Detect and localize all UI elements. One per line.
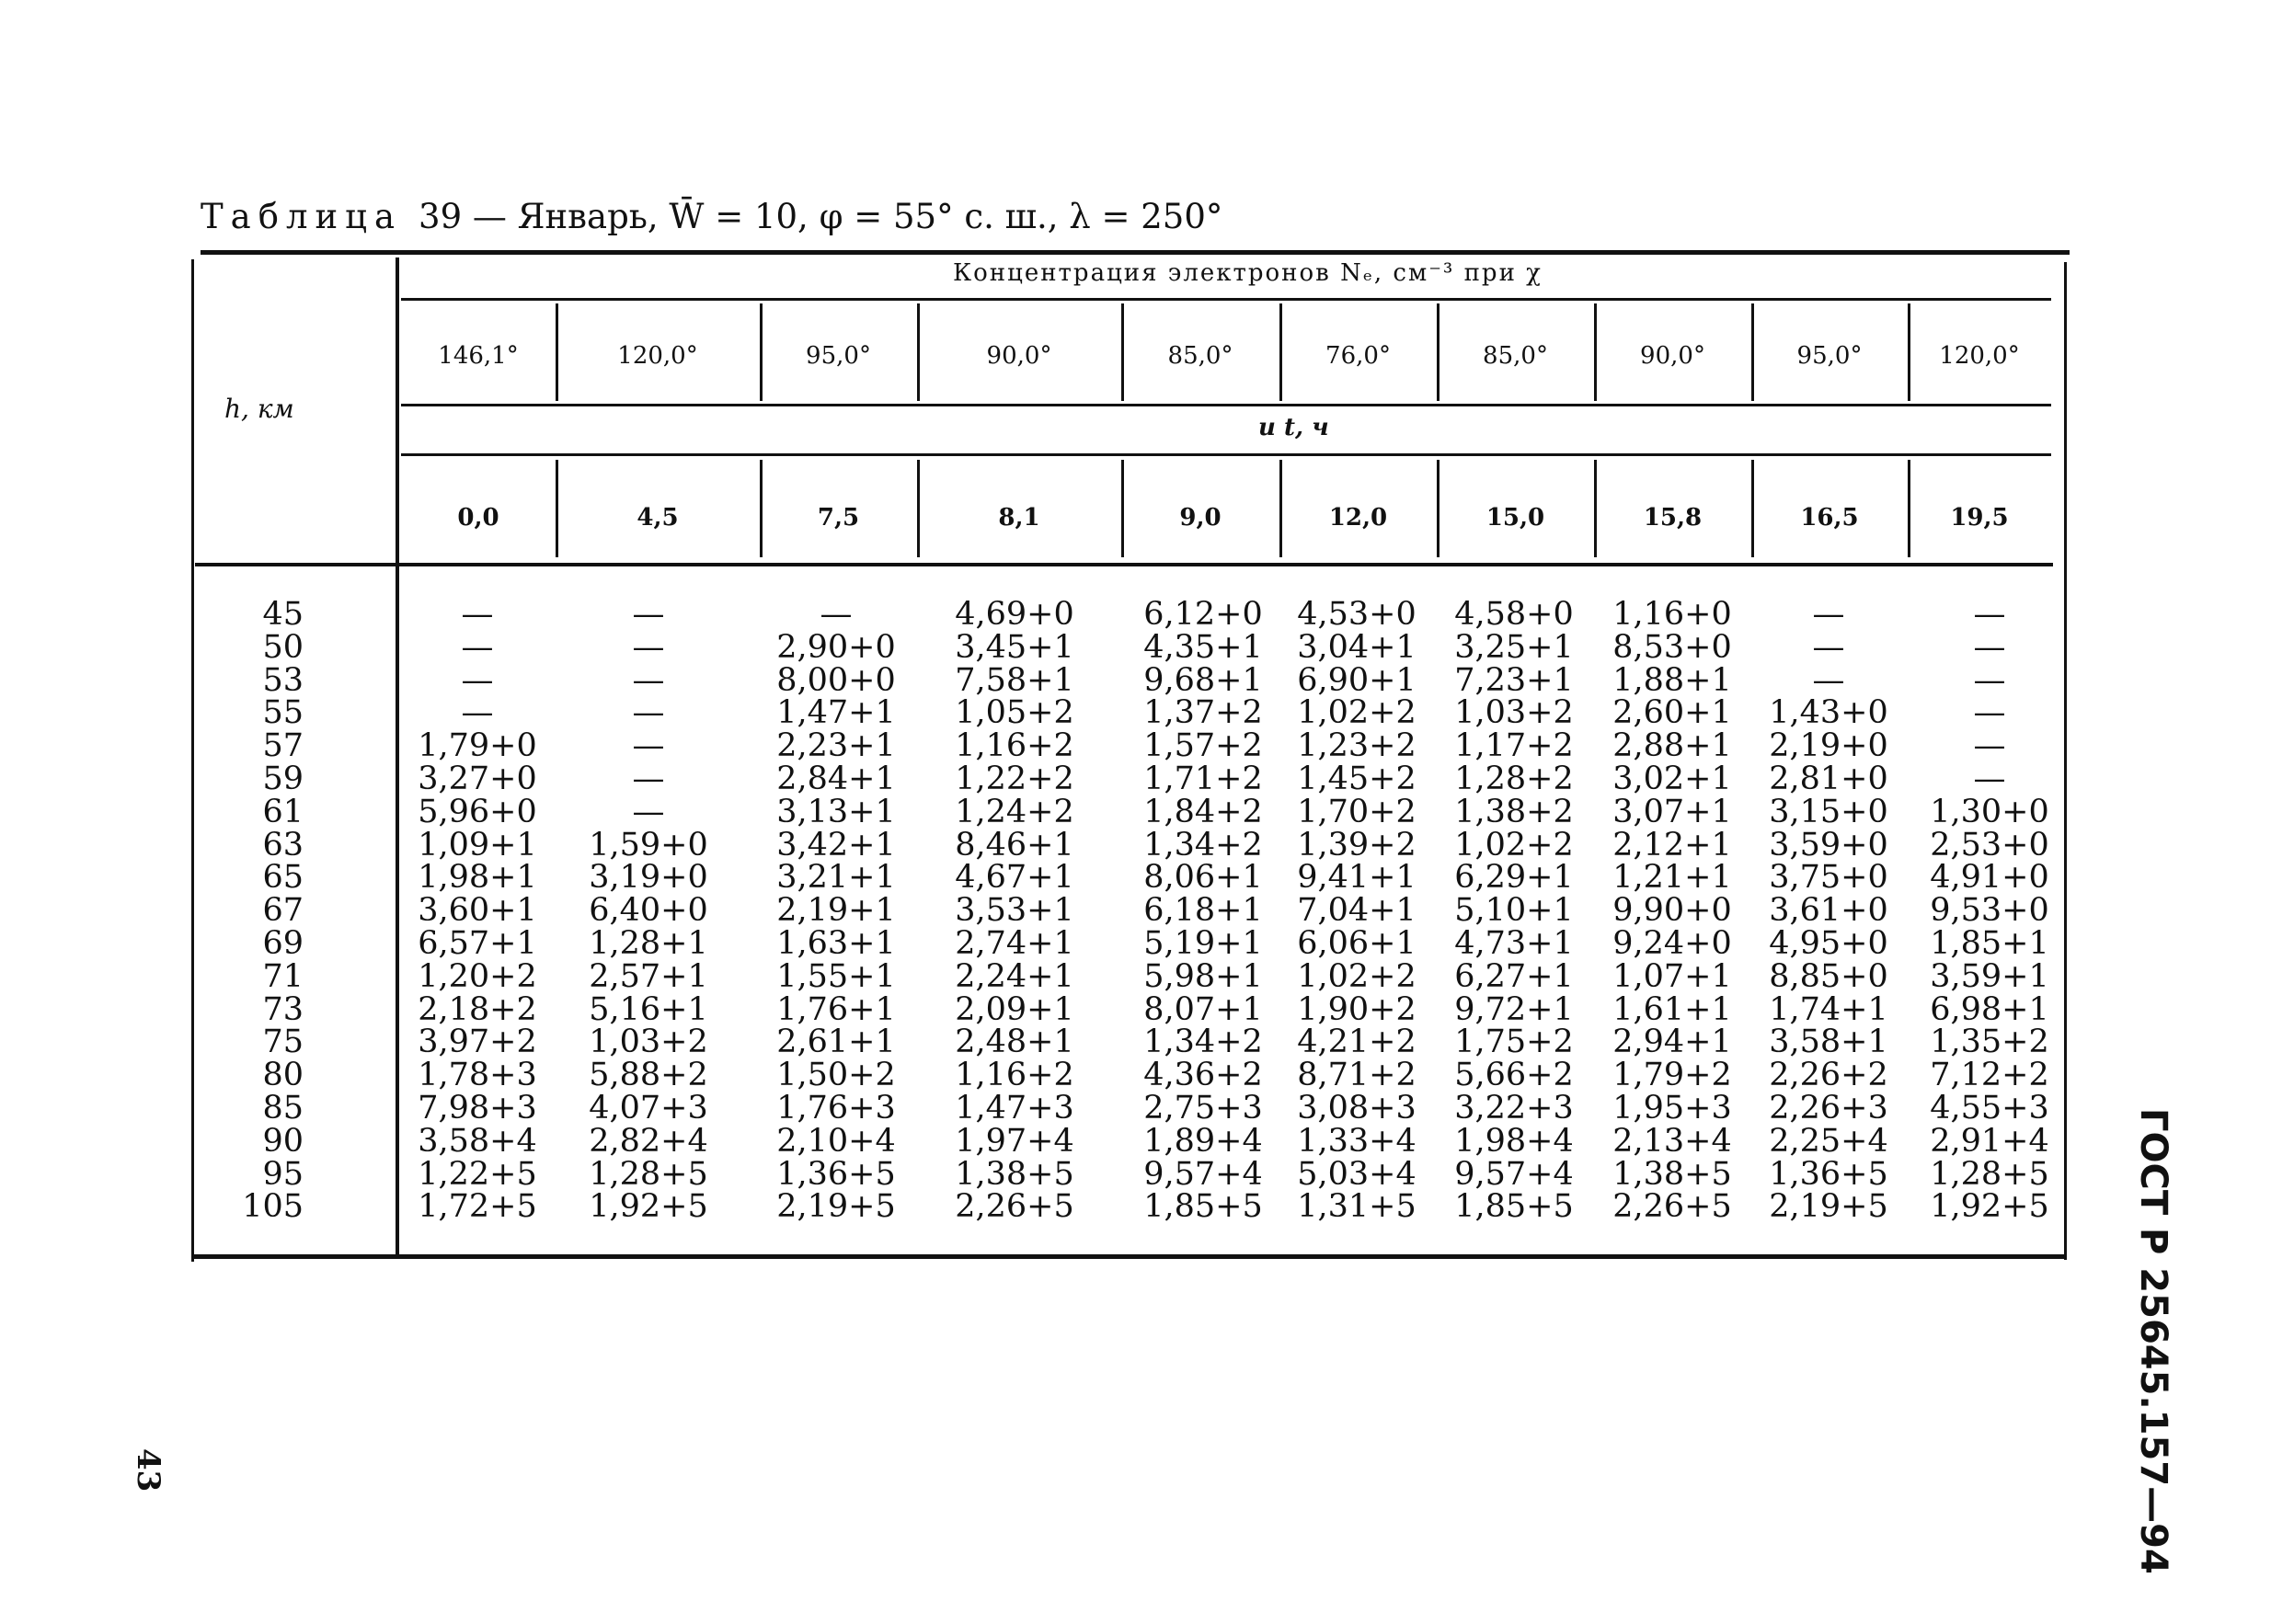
table-cell: 2,74+1	[955, 925, 1074, 962]
table-cell: 3,59+0	[1769, 826, 1888, 863]
table-cell: 1,76+1	[776, 990, 896, 1028]
table-cell: 7,12+2	[1930, 1057, 2049, 1094]
table-cell: —	[1973, 761, 2006, 797]
table-cell: 3,45+1	[955, 628, 1074, 666]
table-cell: 1,61+1	[1612, 990, 1732, 1028]
table-cell: —	[1973, 694, 2006, 732]
t-header-cell: 4,5	[637, 504, 679, 532]
table-cell: 2,88+1	[1612, 727, 1732, 765]
table-cell: 5,03+4	[1297, 1155, 1417, 1193]
table-cell: 7,58+1	[955, 661, 1074, 699]
table-cell: 2,13+4	[1612, 1122, 1732, 1160]
table-cell: 8,85+0	[1769, 957, 1888, 995]
table-cell: —	[632, 661, 665, 699]
table-cell: 1,71+2	[1143, 761, 1263, 797]
height-value: 75	[262, 1024, 304, 1061]
table-cell: —	[632, 761, 665, 797]
table-cell: 2,75+3	[1143, 1090, 1263, 1127]
table-cell: 3,15+0	[1769, 793, 1888, 830]
table-cell: —	[1973, 596, 2006, 633]
table-cell: —	[461, 628, 494, 666]
table-cell: 1,63+1	[776, 925, 896, 962]
table-cell: —	[1973, 661, 2006, 699]
table-cell: 5,66+2	[1454, 1057, 1574, 1094]
table-cell: 1,70+2	[1297, 793, 1417, 830]
table-cell: 1,92+5	[1930, 1188, 2049, 1226]
chi-header-cell: 95,0°	[806, 342, 871, 370]
table-cell: 9,57+4	[1454, 1155, 1574, 1193]
table-cell: 3,59+1	[1930, 957, 2049, 995]
table-cell: 2,82+4	[589, 1122, 708, 1160]
table-cell: 5,96+0	[418, 793, 537, 830]
table-cell: 9,68+1	[1143, 661, 1263, 699]
table-cell: —	[820, 596, 853, 633]
table-cell: 1,23+2	[1297, 727, 1417, 765]
table-cell: 1,38+2	[1454, 793, 1574, 830]
table-cell: 1,57+2	[1143, 727, 1263, 765]
table-cell: 1,47+1	[776, 694, 896, 732]
table-cell: 4,07+3	[589, 1090, 708, 1127]
table-cell: 7,98+3	[418, 1090, 537, 1127]
table-cell: 1,43+0	[1769, 694, 1888, 732]
chi-header-cell: 85,0°	[1483, 342, 1548, 370]
table-cell: 8,00+0	[776, 661, 896, 699]
table-cell: 6,18+1	[1143, 892, 1263, 930]
table-cell: 1,79+2	[1612, 1057, 1732, 1094]
table-cell: 1,09+1	[418, 826, 537, 863]
t-group-header: и t, ч	[1258, 414, 1329, 441]
table-cell: 1,85+5	[1143, 1188, 1263, 1226]
table-cell: 4,73+1	[1454, 925, 1574, 962]
table-cell: 4,67+1	[955, 859, 1074, 897]
table-cell: 5,98+1	[1143, 957, 1263, 995]
table-cell: 3,13+1	[776, 793, 896, 830]
table-cell: 2,57+1	[589, 957, 708, 995]
chi-header-cell: 90,0°	[986, 342, 1052, 370]
table-cell: 1,24+2	[955, 793, 1074, 830]
table-cell: 6,12+0	[1143, 596, 1263, 633]
table-cell: —	[632, 628, 665, 666]
table-cell: 3,25+1	[1454, 628, 1574, 666]
table-cell: 6,27+1	[1454, 957, 1574, 995]
height-value: 71	[262, 957, 304, 995]
table-cell: 3,97+2	[418, 1024, 537, 1061]
table-cell: 6,29+1	[1454, 859, 1574, 897]
height-value: 63	[262, 826, 304, 863]
table-cell: 9,53+0	[1930, 892, 2049, 930]
table-cell: 1,16+2	[955, 1057, 1074, 1094]
table-cell: 1,50+2	[776, 1057, 896, 1094]
table-cell: 8,53+0	[1612, 628, 1732, 666]
table-caption	[201, 197, 1222, 236]
table-cell: 1,98+1	[418, 859, 537, 897]
table-cell: 3,08+3	[1297, 1090, 1417, 1127]
table-cell: 1,02+2	[1297, 957, 1417, 995]
table-cell: —	[1812, 596, 1845, 633]
table-cell: 1,34+2	[1143, 826, 1263, 863]
table-cell: 5,16+1	[589, 990, 708, 1028]
table-cell: 2,19+5	[1769, 1188, 1888, 1226]
table-cell: 2,19+5	[776, 1188, 896, 1226]
table-cell: 3,19+0	[589, 859, 708, 897]
table-cell: 1,97+4	[955, 1122, 1074, 1160]
table-cell: 2,94+1	[1612, 1024, 1732, 1061]
table-cell: 4,55+3	[1930, 1090, 2049, 1127]
chi-header-cell: 90,0°	[1640, 342, 1705, 370]
table-cell: 1,36+5	[1769, 1155, 1888, 1193]
table-cell: —	[461, 694, 494, 732]
table-cell: 1,21+1	[1612, 859, 1732, 897]
table-cell: 1,76+3	[776, 1090, 896, 1127]
table-cell: 1,85+5	[1454, 1188, 1574, 1226]
table-cell: 3,61+0	[1769, 892, 1888, 930]
height-value: 67	[262, 892, 304, 930]
table-cell: 1,17+2	[1454, 727, 1574, 765]
table-cell: 2,19+0	[1769, 727, 1888, 765]
table-cell: 1,33+4	[1297, 1122, 1417, 1160]
table-cell: 2,26+3	[1769, 1090, 1888, 1127]
table-cell: 1,78+3	[418, 1057, 537, 1094]
t-header-cell: 16,5	[1800, 504, 1859, 532]
table-cell: 8,71+2	[1297, 1057, 1417, 1094]
table-cell: 1,16+0	[1612, 596, 1732, 633]
table-cell: 1,34+2	[1143, 1024, 1263, 1061]
h-column-header: h, км	[224, 394, 294, 424]
t-header-cell: 7,5	[817, 504, 860, 532]
table-cell: 9,24+0	[1612, 925, 1732, 962]
height-value: 53	[262, 661, 304, 699]
table-cell: 6,40+0	[589, 892, 708, 930]
table-cell: 1,90+2	[1297, 990, 1417, 1028]
table-cell: 6,57+1	[418, 925, 537, 962]
table-cell: 1,89+4	[1143, 1122, 1263, 1160]
table-cell: 2,48+1	[955, 1024, 1074, 1061]
table-cell: 1,38+5	[955, 1155, 1074, 1193]
table-cell: —	[632, 596, 665, 633]
table-cell: 4,36+2	[1143, 1057, 1263, 1094]
chi-header-cell: 120,0°	[617, 342, 698, 370]
t-header-cell: 0,0	[457, 504, 499, 532]
table-cell: 1,38+5	[1612, 1155, 1732, 1193]
table-cell: 2,12+1	[1612, 826, 1732, 863]
t-header-cell: 15,8	[1643, 504, 1703, 532]
table-cell: 4,69+0	[955, 596, 1074, 633]
table-cell: 1,28+5	[1930, 1155, 2049, 1193]
t-header-cell: 9,0	[1179, 504, 1222, 532]
height-value: 59	[262, 761, 304, 797]
table-cell: —	[1973, 727, 2006, 765]
table-cell: 1,84+2	[1143, 793, 1263, 830]
table-cell: 3,21+1	[776, 859, 896, 897]
table-cell: 2,18+2	[418, 990, 537, 1028]
chi-header-cell: 146,1°	[438, 342, 519, 370]
table-cell: 1,88+1	[1612, 661, 1732, 699]
table-cell: 2,26+2	[1769, 1057, 1888, 1094]
table-cell: —	[1812, 661, 1845, 699]
table-cell: 1,72+5	[418, 1188, 537, 1226]
height-value: 65	[262, 859, 304, 897]
table-cell: 3,22+3	[1454, 1090, 1574, 1127]
table-cell: 4,21+2	[1297, 1024, 1417, 1061]
table-cell: 3,58+1	[1769, 1024, 1888, 1061]
table-cell: 1,35+2	[1930, 1024, 2049, 1061]
chi-header-cell: 85,0°	[1167, 342, 1233, 370]
table-cell: —	[632, 727, 665, 765]
table-cell: —	[1812, 628, 1845, 666]
table-cell: 5,10+1	[1454, 892, 1574, 930]
standard-designation: ГОСТ Р 25645.157—94	[2132, 1108, 2174, 1574]
table-cell: 3,58+4	[418, 1122, 537, 1160]
table-cell: 1,28+1	[589, 925, 708, 962]
table-cell: 3,60+1	[418, 892, 537, 930]
table-cell: 4,95+0	[1769, 925, 1888, 962]
table-cell: 2,84+1	[776, 761, 896, 797]
table-cell: 2,10+4	[776, 1122, 896, 1160]
height-value: 50	[262, 628, 304, 666]
t-header-cell: 12,0	[1328, 504, 1388, 532]
table-cell: 2,91+4	[1930, 1122, 2049, 1160]
height-value: 61	[262, 793, 304, 830]
table-cell: 2,19+1	[776, 892, 896, 930]
height-value: 105	[242, 1188, 304, 1226]
table-cell: 3,53+1	[955, 892, 1074, 930]
height-value: 57	[262, 727, 304, 765]
table-cell: 1,45+2	[1297, 761, 1417, 797]
table-cell: 1,03+2	[1454, 694, 1574, 732]
table-cell: 1,55+1	[776, 957, 896, 995]
table-cell: 3,07+1	[1612, 793, 1732, 830]
table-cell: 7,23+1	[1454, 661, 1574, 699]
height-value: 95	[262, 1155, 304, 1193]
table-cell: 2,26+5	[1612, 1188, 1732, 1226]
table-cell: 1,39+2	[1297, 826, 1417, 863]
table-cell: 8,07+1	[1143, 990, 1263, 1028]
table-cell: 1,47+3	[955, 1090, 1074, 1127]
t-header-cell: 8,1	[998, 504, 1040, 532]
table-cell: 1,31+5	[1297, 1188, 1417, 1226]
table-cell: 1,28+5	[589, 1155, 708, 1193]
table-cell: 1,03+2	[589, 1024, 708, 1061]
group-header: Концентрация электронов Nₑ, см⁻³ при χ	[953, 259, 1543, 287]
table-cell: 4,53+0	[1297, 596, 1417, 633]
table-cell: 9,41+1	[1297, 859, 1417, 897]
table-cell: 1,95+3	[1612, 1090, 1732, 1127]
table-cell: 4,58+0	[1454, 596, 1574, 633]
table-cell: —	[461, 596, 494, 633]
height-value: 85	[262, 1090, 304, 1127]
table-cell: 8,46+1	[955, 826, 1074, 863]
table-cell: 1,02+2	[1297, 694, 1417, 732]
table-cell: 1,59+0	[589, 826, 708, 863]
caption-text: 39 — Январь, W̄ = 10, φ = 55° с. ш., λ = 250°	[419, 197, 1223, 236]
table-cell: 2,81+0	[1769, 761, 1888, 797]
table-cell: 1,07+1	[1612, 957, 1732, 995]
table-cell: —	[1973, 628, 2006, 666]
table-cell: 6,06+1	[1297, 925, 1417, 962]
table-cell: 1,37+2	[1143, 694, 1263, 732]
height-value: 55	[262, 694, 304, 732]
table-cell: 9,72+1	[1454, 990, 1574, 1028]
height-value: 69	[262, 925, 304, 962]
table-cell: 1,22+2	[955, 761, 1074, 797]
table-cell: 1,30+0	[1930, 793, 2049, 830]
table-cell: —	[632, 694, 665, 732]
table-cell: 2,90+0	[776, 628, 896, 666]
table-cell: 4,35+1	[1143, 628, 1263, 666]
table-cell: 1,20+2	[418, 957, 537, 995]
table-cell: 2,25+4	[1769, 1122, 1888, 1160]
table-cell: 1,22+5	[418, 1155, 537, 1193]
page-number: 43	[130, 1448, 166, 1492]
table-cell: 2,61+1	[776, 1024, 896, 1061]
table-cell: 1,36+5	[776, 1155, 896, 1193]
table-cell: 5,19+1	[1143, 925, 1263, 962]
table-cell: 8,06+1	[1143, 859, 1263, 897]
table-cell: 1,98+4	[1454, 1122, 1574, 1160]
table-cell: 2,53+0	[1930, 826, 2049, 863]
chi-header-cell: 120,0°	[1939, 342, 2020, 370]
table-cell: 3,75+0	[1769, 859, 1888, 897]
caption-label: Таблица	[201, 197, 403, 236]
table-cell: 3,02+1	[1612, 761, 1732, 797]
table-cell: 4,91+0	[1930, 859, 2049, 897]
table-cell: 2,60+1	[1612, 694, 1732, 732]
chi-header-cell: 76,0°	[1325, 342, 1391, 370]
table-cell: —	[461, 661, 494, 699]
table-cell: 9,90+0	[1612, 892, 1732, 930]
table-cell: 7,04+1	[1297, 892, 1417, 930]
table-cell: 2,24+1	[955, 957, 1074, 995]
height-value: 90	[262, 1122, 304, 1160]
table-cell: 9,57+4	[1143, 1155, 1263, 1193]
table-cell: 6,90+1	[1297, 661, 1417, 699]
table-cell: 1,74+1	[1769, 990, 1888, 1028]
table-cell: 2,23+1	[776, 727, 896, 765]
table-cell: 1,92+5	[589, 1188, 708, 1226]
table-cell: 1,28+2	[1454, 761, 1574, 797]
t-header-cell: 19,5	[1950, 504, 2009, 532]
table-cell: 1,16+2	[955, 727, 1074, 765]
table-cell: 1,79+0	[418, 727, 537, 765]
table-cell: 5,88+2	[589, 1057, 708, 1094]
height-value: 45	[262, 596, 304, 633]
table-cell: 1,85+1	[1930, 925, 2049, 962]
table-cell: 3,42+1	[776, 826, 896, 863]
table-cell: 3,04+1	[1297, 628, 1417, 666]
table-cell: 2,09+1	[955, 990, 1074, 1028]
t-header-cell: 15,0	[1485, 504, 1545, 532]
chi-header-cell: 95,0°	[1796, 342, 1863, 370]
table-cell: 1,02+2	[1454, 826, 1574, 863]
height-value: 73	[262, 990, 304, 1028]
table-cell: 1,75+2	[1454, 1024, 1574, 1061]
table-cell: 1,05+2	[955, 694, 1074, 732]
table-cell: 2,26+5	[955, 1188, 1074, 1226]
height-value: 80	[262, 1057, 304, 1094]
table-cell: 6,98+1	[1930, 990, 2049, 1028]
table-cell: —	[632, 793, 665, 830]
table-cell: 3,27+0	[418, 761, 537, 797]
